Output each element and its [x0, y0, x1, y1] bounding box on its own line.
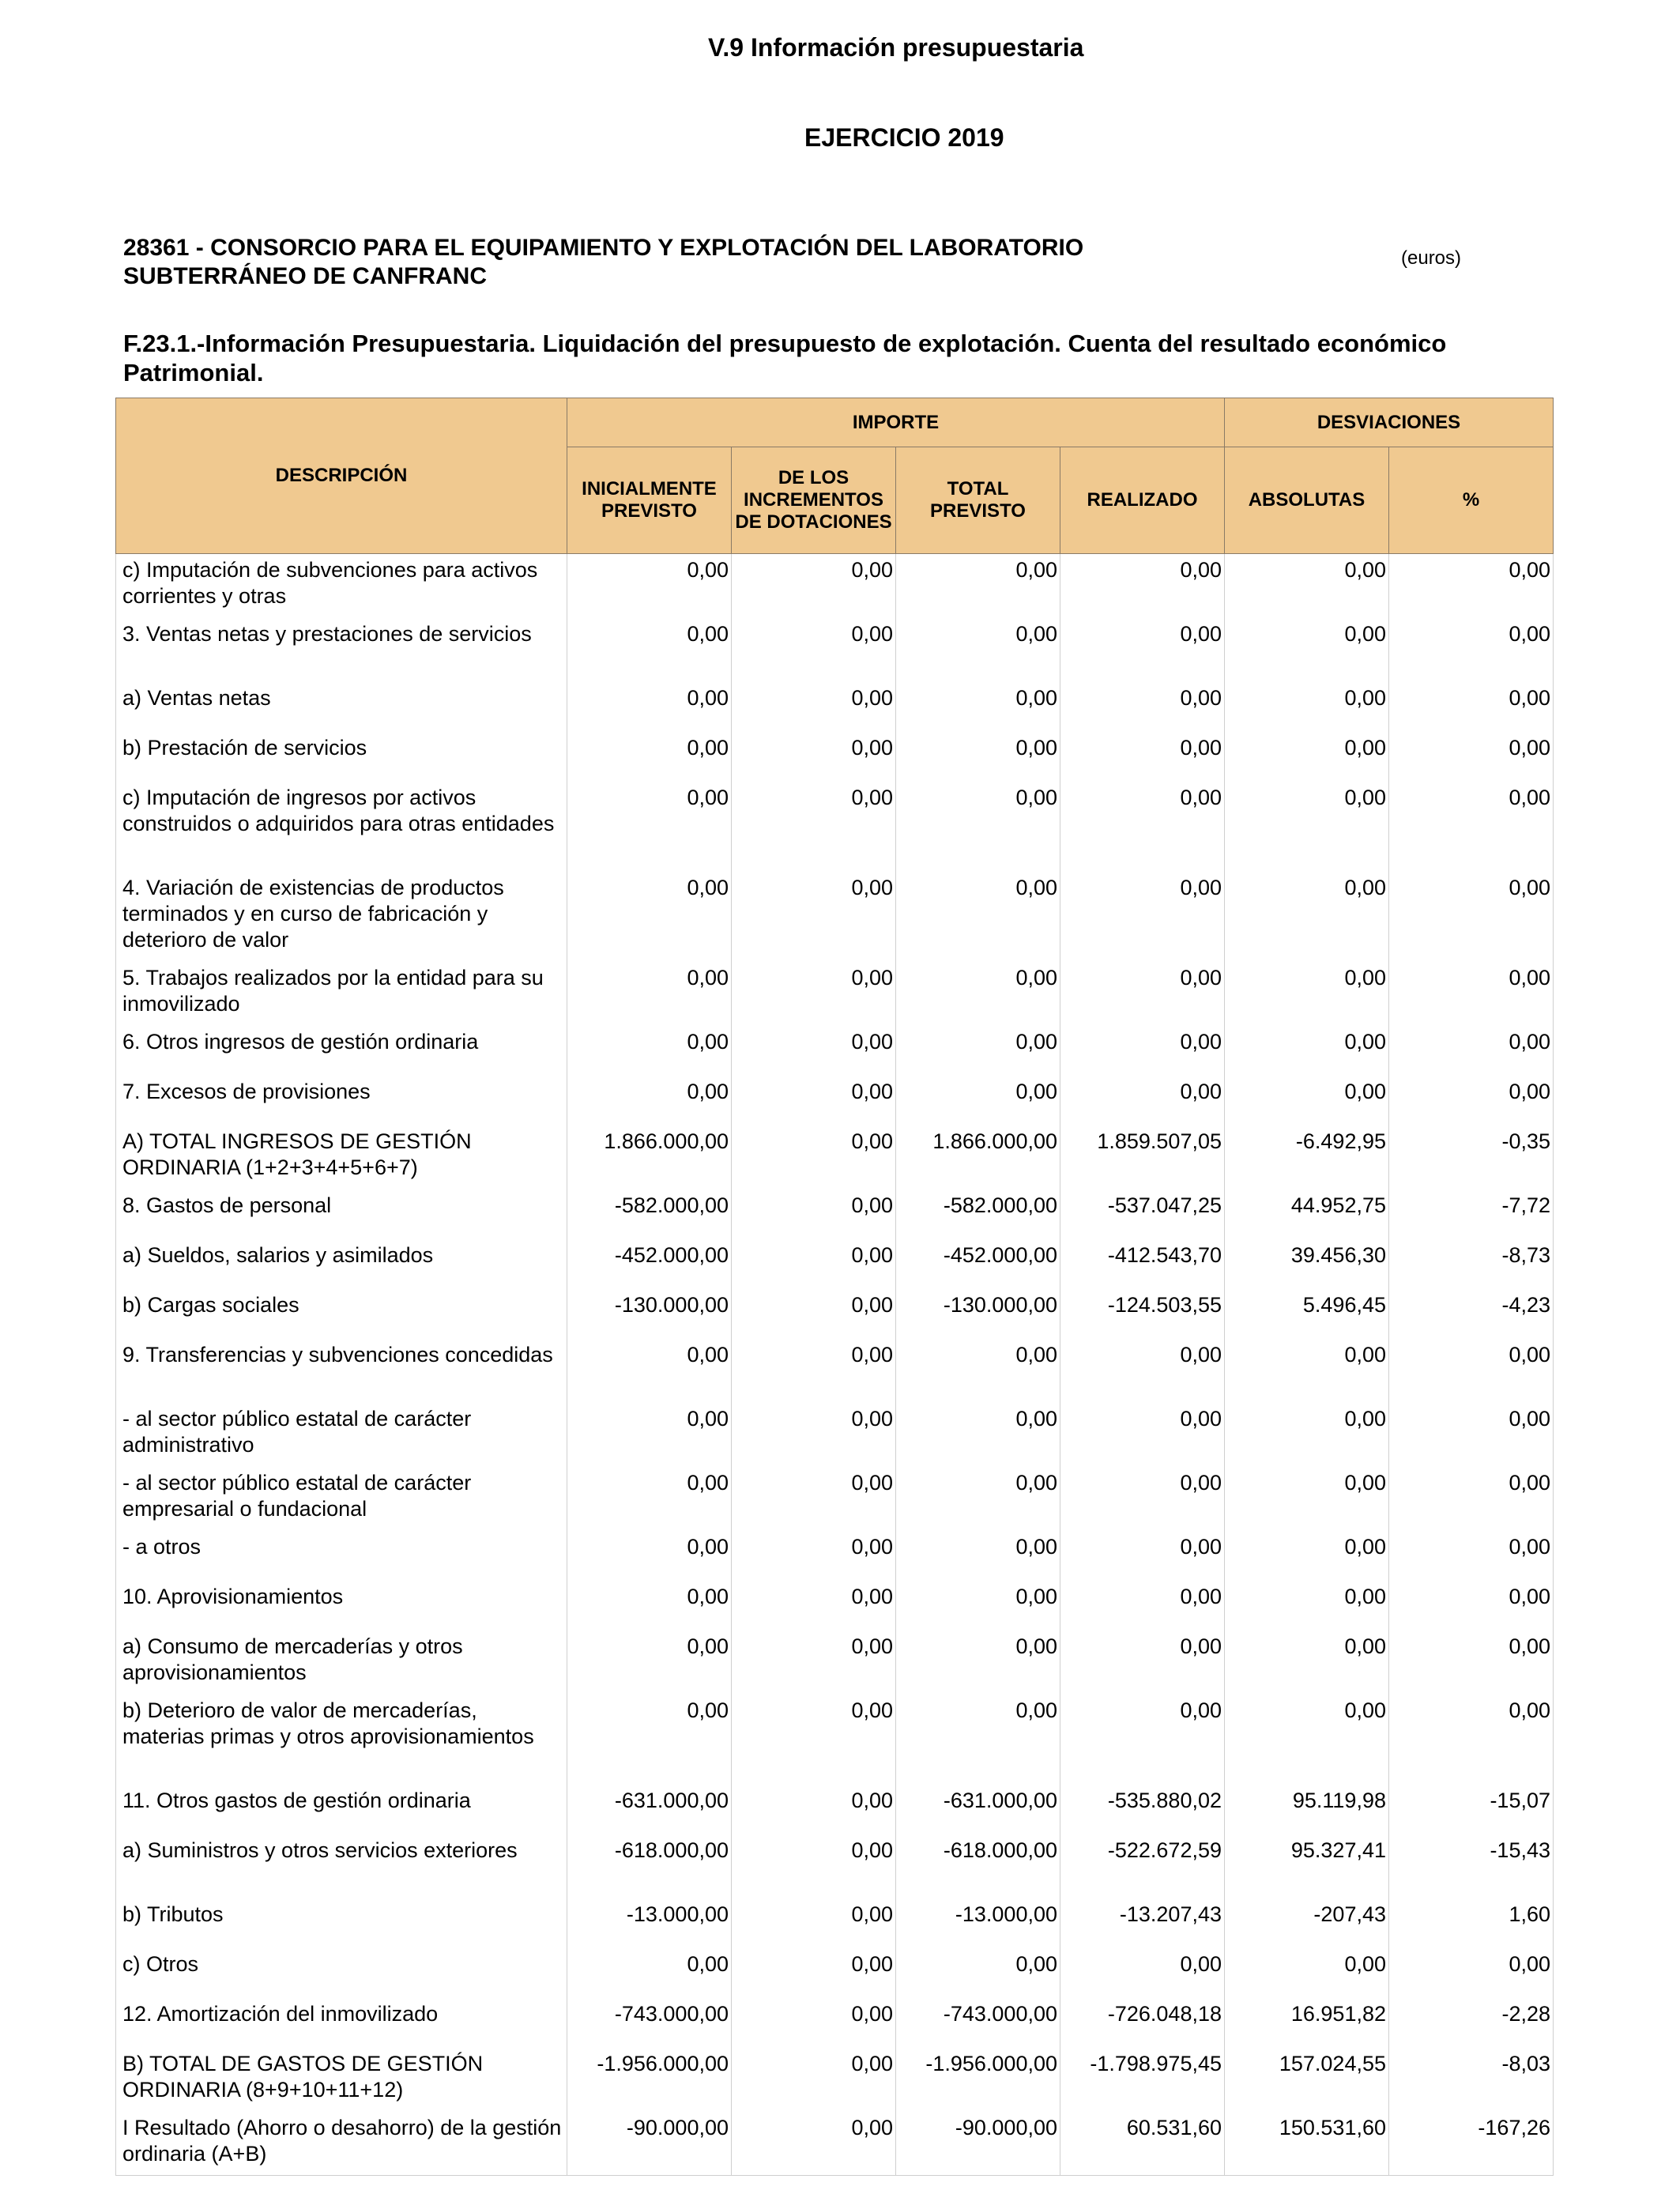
cell-realizado: -124.503,55: [1060, 1289, 1225, 1339]
table-row: [116, 1531, 1554, 1581]
cell-total-previsto: 0,00: [896, 1339, 1060, 1403]
cell-absolutas: 0,00: [1225, 1467, 1389, 1531]
row-description: 10. Aprovisionamientos: [116, 1581, 567, 1630]
cell-incrementos-dotaciones: 0,00: [732, 1125, 896, 1189]
cell-absolutas: 0,00: [1225, 1948, 1389, 1998]
cell-absolutas: 0,00: [1225, 732, 1389, 782]
cell-porcentaje: 0,00: [1389, 732, 1554, 782]
report-title-line1: F.23.1.-Información Presupuestaria. Liquidación del presupuesto de explotación. Cuenta del resultado económico: [123, 330, 1447, 357]
header-group-desviaciones: DESVIACIONES: [1225, 398, 1554, 447]
table-row: [116, 2048, 1554, 2112]
row-description: b) Cargas sociales: [116, 1289, 567, 1339]
row-description: B) TOTAL DE GASTOS DE GESTIÓN ORDINARIA (8+9+10+11+12): [116, 2048, 567, 2112]
cell-absolutas: -207,43: [1225, 1898, 1389, 1948]
cell-absolutas: 0,00: [1225, 1026, 1389, 1076]
row-description: b) Tributos: [116, 1898, 567, 1948]
cell-porcentaje: 0,00: [1389, 872, 1554, 962]
cell-incrementos-dotaciones: 0,00: [732, 554, 896, 618]
cell-porcentaje: 0,00: [1389, 962, 1554, 1026]
cell-inicialmente-previsto: 0,00: [567, 1581, 732, 1630]
cell-absolutas: 0,00: [1225, 1531, 1389, 1581]
row-description: 12. Amortización del inmovilizado: [116, 1998, 567, 2048]
cell-realizado: 0,00: [1060, 1581, 1225, 1630]
cell-incrementos-dotaciones: 0,00: [732, 1026, 896, 1076]
table-row: [116, 1467, 1554, 1531]
cell-absolutas: 44.952,75: [1225, 1189, 1389, 1239]
row-description: 3. Ventas netas y prestaciones de servicios: [116, 618, 567, 682]
cell-total-previsto: 0,00: [896, 682, 1060, 732]
cell-total-previsto: 0,00: [896, 1581, 1060, 1630]
cell-realizado: 0,00: [1060, 1467, 1225, 1531]
row-description: c) Otros: [116, 1948, 567, 1998]
cell-total-previsto: 0,00: [896, 618, 1060, 682]
cell-realizado: 60.531,60: [1060, 2112, 1225, 2176]
cell-porcentaje: -7,72: [1389, 1189, 1554, 1239]
cell-inicialmente-previsto: 0,00: [567, 1695, 732, 1785]
cell-porcentaje: 0,00: [1389, 1695, 1554, 1785]
cell-realizado: 0,00: [1060, 782, 1225, 872]
cell-inicialmente-previsto: -743.000,00: [567, 1998, 732, 2048]
cell-realizado: 0,00: [1060, 1630, 1225, 1695]
cell-total-previsto: -452.000,00: [896, 1239, 1060, 1289]
cell-realizado: 0,00: [1060, 962, 1225, 1026]
cell-realizado: -412.543,70: [1060, 1239, 1225, 1289]
cell-porcentaje: -8,03: [1389, 2048, 1554, 2112]
table-row: [116, 1581, 1554, 1630]
row-description: c) Imputación de ingresos por activos construidos o adquiridos para otras entidades: [116, 782, 567, 872]
table-row: [116, 872, 1554, 962]
cell-total-previsto: 0,00: [896, 962, 1060, 1026]
cell-porcentaje: -8,73: [1389, 1239, 1554, 1289]
cell-inicialmente-previsto: -90.000,00: [567, 2112, 732, 2176]
cell-realizado: -537.047,25: [1060, 1189, 1225, 1239]
cell-inicialmente-previsto: 0,00: [567, 1467, 732, 1531]
cell-porcentaje: 0,00: [1389, 1076, 1554, 1125]
cell-incrementos-dotaciones: 0,00: [732, 682, 896, 732]
cell-inicialmente-previsto: 0,00: [567, 1948, 732, 1998]
entity-name-line1: 28361 - CONSORCIO PARA EL EQUIPAMIENTO Y EXPLOTACIÓN DEL LABORATORIO: [123, 235, 1084, 261]
row-description: 9. Transferencias y subvenciones concedidas: [116, 1339, 567, 1403]
row-description: 6. Otros ingresos de gestión ordinaria: [116, 1026, 567, 1076]
cell-total-previsto: 0,00: [896, 1076, 1060, 1125]
table-row: [116, 782, 1554, 872]
header-incrementos-dotaciones: DE LOS INCREMENTOS DE DOTACIONES: [732, 447, 896, 554]
cell-realizado: 0,00: [1060, 682, 1225, 732]
table-row: [116, 1785, 1554, 1834]
cell-incrementos-dotaciones: 0,00: [732, 1898, 896, 1948]
cell-incrementos-dotaciones: 0,00: [732, 1189, 896, 1239]
cell-incrementos-dotaciones: 0,00: [732, 1467, 896, 1531]
cell-absolutas: 0,00: [1225, 872, 1389, 962]
header-total-previsto: TOTAL PREVISTO: [896, 447, 1060, 554]
cell-porcentaje: -15,43: [1389, 1834, 1554, 1898]
row-description: 8. Gastos de personal: [116, 1189, 567, 1239]
cell-realizado: 0,00: [1060, 1403, 1225, 1467]
cell-porcentaje: -167,26: [1389, 2112, 1554, 2176]
cell-absolutas: 5.496,45: [1225, 1289, 1389, 1339]
cell-inicialmente-previsto: -582.000,00: [567, 1189, 732, 1239]
cell-total-previsto: 0,00: [896, 1948, 1060, 1998]
cell-inicialmente-previsto: 0,00: [567, 1531, 732, 1581]
cell-total-previsto: 0,00: [896, 1695, 1060, 1785]
row-description: I Resultado (Ahorro o desahorro) de la gestión ordinaria (A+B): [116, 2112, 567, 2176]
cell-incrementos-dotaciones: 0,00: [732, 1630, 896, 1695]
cell-absolutas: 0,00: [1225, 1581, 1389, 1630]
cell-inicialmente-previsto: 0,00: [567, 872, 732, 962]
cell-incrementos-dotaciones: 0,00: [732, 1834, 896, 1898]
table-row: [116, 1125, 1554, 1189]
row-description: a) Consumo de mercaderías y otros aprovisionamientos: [116, 1630, 567, 1695]
row-description: - al sector público estatal de carácter empresarial o fundacional: [116, 1467, 567, 1531]
cell-inicialmente-previsto: -13.000,00: [567, 1898, 732, 1948]
cell-incrementos-dotaciones: 0,00: [732, 2048, 896, 2112]
units-label: (euros): [1401, 247, 1462, 269]
cell-porcentaje: 0,00: [1389, 1948, 1554, 1998]
cell-absolutas: 157.024,55: [1225, 2048, 1389, 2112]
table-row: [116, 1026, 1554, 1076]
header-absolutas: ABSOLUTAS: [1225, 447, 1389, 554]
cell-incrementos-dotaciones: 0,00: [732, 1403, 896, 1467]
cell-total-previsto: 0,00: [896, 1630, 1060, 1695]
cell-total-previsto: 1.866.000,00: [896, 1125, 1060, 1189]
cell-absolutas: 0,00: [1225, 554, 1389, 618]
header-realizado: REALIZADO: [1060, 447, 1225, 554]
cell-inicialmente-previsto: 0,00: [567, 682, 732, 732]
cell-porcentaje: 0,00: [1389, 1531, 1554, 1581]
cell-porcentaje: 0,00: [1389, 782, 1554, 872]
cell-absolutas: 0,00: [1225, 1630, 1389, 1695]
header-group-importe: IMPORTE: [567, 398, 1225, 447]
cell-inicialmente-previsto: 0,00: [567, 962, 732, 1026]
cell-realizado: 0,00: [1060, 732, 1225, 782]
cell-absolutas: 0,00: [1225, 682, 1389, 732]
cell-porcentaje: 0,00: [1389, 1339, 1554, 1403]
table-row: [116, 618, 1554, 682]
cell-porcentaje: 0,00: [1389, 682, 1554, 732]
cell-porcentaje: -2,28: [1389, 1998, 1554, 2048]
row-description: - al sector público estatal de carácter administrativo: [116, 1403, 567, 1467]
cell-incrementos-dotaciones: 0,00: [732, 872, 896, 962]
table-row: [116, 554, 1554, 618]
cell-incrementos-dotaciones: 0,00: [732, 1531, 896, 1581]
cell-realizado: -13.207,43: [1060, 1898, 1225, 1948]
table-row: [116, 1695, 1554, 1785]
cell-realizado: 0,00: [1060, 618, 1225, 682]
cell-total-previsto: -631.000,00: [896, 1785, 1060, 1834]
cell-porcentaje: 0,00: [1389, 1630, 1554, 1695]
cell-porcentaje: 0,00: [1389, 1403, 1554, 1467]
cell-porcentaje: 0,00: [1389, 1467, 1554, 1531]
cell-total-previsto: 0,00: [896, 554, 1060, 618]
cell-total-previsto: -1.956.000,00: [896, 2048, 1060, 2112]
cell-absolutas: 16.951,82: [1225, 1998, 1389, 2048]
cell-porcentaje: -0,35: [1389, 1125, 1554, 1189]
cell-total-previsto: -618.000,00: [896, 1834, 1060, 1898]
cell-total-previsto: -130.000,00: [896, 1289, 1060, 1339]
cell-inicialmente-previsto: 0,00: [567, 554, 732, 618]
cell-total-previsto: 0,00: [896, 1026, 1060, 1076]
report-title-line2: Patrimonial.: [123, 359, 264, 386]
cell-absolutas: 95.119,98: [1225, 1785, 1389, 1834]
cell-absolutas: 0,00: [1225, 618, 1389, 682]
cell-incrementos-dotaciones: 0,00: [732, 782, 896, 872]
cell-realizado: 0,00: [1060, 1948, 1225, 1998]
table-row: [116, 1834, 1554, 1898]
cell-total-previsto: 0,00: [896, 1403, 1060, 1467]
header-porcentaje: %: [1389, 447, 1554, 554]
cell-absolutas: 0,00: [1225, 1695, 1389, 1785]
cell-absolutas: 39.456,30: [1225, 1239, 1389, 1289]
cell-inicialmente-previsto: 0,00: [567, 1403, 732, 1467]
cell-inicialmente-previsto: 0,00: [567, 1339, 732, 1403]
cell-total-previsto: 0,00: [896, 782, 1060, 872]
cell-realizado: 1.859.507,05: [1060, 1125, 1225, 1189]
table-row: [116, 1403, 1554, 1467]
budget-table: [115, 398, 1554, 2176]
cell-absolutas: 0,00: [1225, 1339, 1389, 1403]
cell-porcentaje: 1,60: [1389, 1898, 1554, 1948]
table-row: [116, 732, 1554, 782]
cell-absolutas: 0,00: [1225, 1403, 1389, 1467]
row-description: b) Prestación de servicios: [116, 732, 567, 782]
table-row: [116, 1339, 1554, 1403]
exercise-title: EJERCICIO 2019: [804, 123, 1004, 152]
cell-absolutas: 0,00: [1225, 962, 1389, 1026]
cell-incrementos-dotaciones: 0,00: [732, 1076, 896, 1125]
table-row: [116, 1998, 1554, 2048]
row-description: - a otros: [116, 1531, 567, 1581]
table-body: [116, 554, 1554, 2176]
cell-incrementos-dotaciones: 0,00: [732, 1581, 896, 1630]
entity-name: [123, 234, 1277, 291]
cell-incrementos-dotaciones: 0,00: [732, 1695, 896, 1785]
cell-realizado: 0,00: [1060, 1531, 1225, 1581]
cell-realizado: 0,00: [1060, 1695, 1225, 1785]
cell-inicialmente-previsto: 0,00: [567, 1630, 732, 1695]
row-description: c) Imputación de subvenciones para activos corrientes y otras: [116, 554, 567, 618]
cell-inicialmente-previsto: -631.000,00: [567, 1785, 732, 1834]
cell-incrementos-dotaciones: 0,00: [732, 1289, 896, 1339]
cell-porcentaje: 0,00: [1389, 618, 1554, 682]
cell-total-previsto: -90.000,00: [896, 2112, 1060, 2176]
cell-incrementos-dotaciones: 0,00: [732, 732, 896, 782]
cell-incrementos-dotaciones: 0,00: [732, 1339, 896, 1403]
row-description: b) Deterioro de valor de mercaderías, materias primas y otros aprovisionamientos: [116, 1695, 567, 1785]
cell-realizado: -726.048,18: [1060, 1998, 1225, 2048]
table-row: [116, 2112, 1554, 2176]
cell-inicialmente-previsto: 0,00: [567, 618, 732, 682]
cell-inicialmente-previsto: -452.000,00: [567, 1239, 732, 1289]
row-description: a) Sueldos, salarios y asimilados: [116, 1239, 567, 1289]
cell-inicialmente-previsto: -130.000,00: [567, 1289, 732, 1339]
cell-porcentaje: 0,00: [1389, 554, 1554, 618]
header-descripcion: DESCRIPCIÓN: [116, 398, 567, 554]
cell-incrementos-dotaciones: 0,00: [732, 1785, 896, 1834]
cell-inicialmente-previsto: 0,00: [567, 782, 732, 872]
cell-inicialmente-previsto: 1.866.000,00: [567, 1125, 732, 1189]
table-row: [116, 1289, 1554, 1339]
cell-porcentaje: 0,00: [1389, 1026, 1554, 1076]
cell-incrementos-dotaciones: 0,00: [732, 1948, 896, 1998]
table-row: [116, 1630, 1554, 1695]
cell-absolutas: 95.327,41: [1225, 1834, 1389, 1898]
cell-realizado: 0,00: [1060, 1076, 1225, 1125]
cell-absolutas: 150.531,60: [1225, 2112, 1389, 2176]
cell-realizado: 0,00: [1060, 1339, 1225, 1403]
table-row: [116, 1948, 1554, 1998]
cell-total-previsto: -743.000,00: [896, 1998, 1060, 2048]
cell-total-previsto: 0,00: [896, 872, 1060, 962]
cell-realizado: 0,00: [1060, 1026, 1225, 1076]
cell-realizado: -535.880,02: [1060, 1785, 1225, 1834]
row-description: a) Suministros y otros servicios exteriores: [116, 1834, 567, 1898]
cell-absolutas: 0,00: [1225, 1076, 1389, 1125]
cell-realizado: 0,00: [1060, 872, 1225, 962]
cell-total-previsto: 0,00: [896, 1531, 1060, 1581]
cell-inicialmente-previsto: -618.000,00: [567, 1834, 732, 1898]
entity-name-line2: SUBTERRÁNEO DE CANFRANC: [123, 263, 488, 289]
cell-porcentaje: 0,00: [1389, 1581, 1554, 1630]
row-description: 4. Variación de existencias de productos terminados y en curso de fabricación y deterioro de valor: [116, 872, 567, 962]
table-row: [116, 1239, 1554, 1289]
cell-absolutas: -6.492,95: [1225, 1125, 1389, 1189]
cell-incrementos-dotaciones: 0,00: [732, 618, 896, 682]
cell-realizado: 0,00: [1060, 554, 1225, 618]
cell-porcentaje: -4,23: [1389, 1289, 1554, 1339]
table-row: [116, 1076, 1554, 1125]
report-title: [123, 329, 1569, 387]
table-row: [116, 1898, 1554, 1948]
cell-inicialmente-previsto: -1.956.000,00: [567, 2048, 732, 2112]
row-description: 7. Excesos de provisiones: [116, 1076, 567, 1125]
header-inicialmente-previsto: INICIALMENTE PREVISTO: [567, 447, 732, 554]
cell-incrementos-dotaciones: 0,00: [732, 2112, 896, 2176]
cell-porcentaje: -15,07: [1389, 1785, 1554, 1834]
cell-inicialmente-previsto: 0,00: [567, 1076, 732, 1125]
cell-incrementos-dotaciones: 0,00: [732, 1239, 896, 1289]
table-row: [116, 962, 1554, 1026]
table-row: [116, 682, 1554, 732]
row-description: 5. Trabajos realizados por la entidad para su inmovilizado: [116, 962, 567, 1026]
cell-realizado: -522.672,59: [1060, 1834, 1225, 1898]
cell-total-previsto: -13.000,00: [896, 1898, 1060, 1948]
cell-incrementos-dotaciones: 0,00: [732, 1998, 896, 2048]
row-description: A) TOTAL INGRESOS DE GESTIÓN ORDINARIA (1+2+3+4+5+6+7): [116, 1125, 567, 1189]
cell-incrementos-dotaciones: 0,00: [732, 962, 896, 1026]
table-row: [116, 1189, 1554, 1239]
row-description: 11. Otros gastos de gestión ordinaria: [116, 1785, 567, 1834]
cell-total-previsto: 0,00: [896, 1467, 1060, 1531]
cell-realizado: -1.798.975,45: [1060, 2048, 1225, 2112]
page-section-title: V.9 Información presupuestaria: [708, 33, 1084, 62]
cell-absolutas: 0,00: [1225, 782, 1389, 872]
row-description: a) Ventas netas: [116, 682, 567, 732]
cell-total-previsto: -582.000,00: [896, 1189, 1060, 1239]
cell-total-previsto: 0,00: [896, 732, 1060, 782]
cell-inicialmente-previsto: 0,00: [567, 1026, 732, 1076]
cell-inicialmente-previsto: 0,00: [567, 732, 732, 782]
